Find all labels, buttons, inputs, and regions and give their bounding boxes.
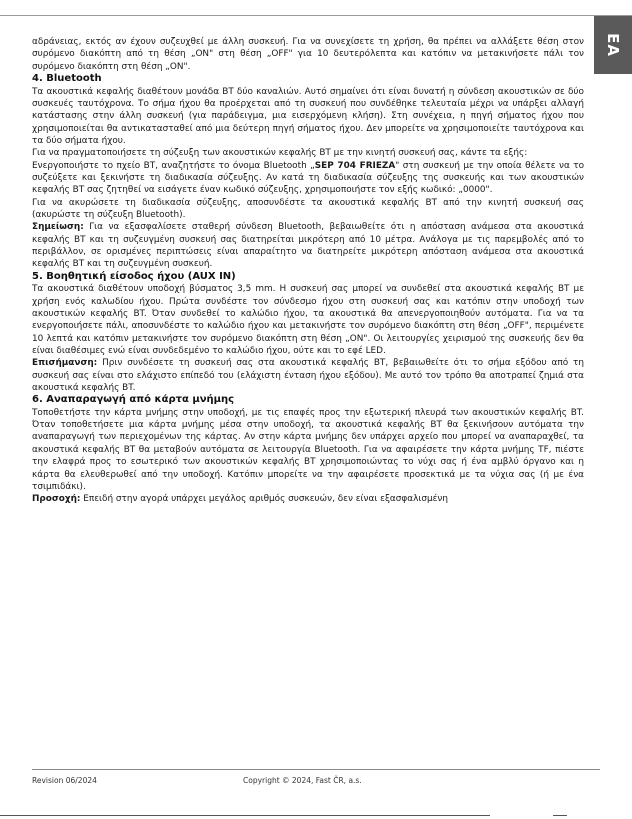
top-rule [0,15,632,16]
caution-paragraph [32,493,584,505]
bluetooth-note [32,221,584,270]
aux-paragraph-1: Τα ακουστικά διαθέτουν υποδοχή βύσματος 3,5 mm. Η συσκευή σας μπορεί να συνδεθεί στα ακουστικά κεφαλής BT με χρήση ενός καλωδίου ήχου. Πρώτα συνδέστε τον σύνδεσμο ήχου στη συσκευή σας και κατόπιν στην υποδοχή των ακουστικών κεφαλής BT. Όταν συνδεθεί το καλώδιο ήχου, τα ακουστικά θα απενεργοποιηθούν αυτόματα. Για να τα ενεργοποιήσετε πάλι, αποσυνδέστε το καλώδιο ήχου και μετακινήστε τον συρόμενο διακόπτη στη θέση „OFF", περιμένετε 10 λεπτά και κατόπιν μετακινήστε τον συρόμενο διακόπτη στη θέση „ON". Οι λειτουργίες χειρισμού της συσκευής δεν θα είναι διαθέσιμες ενώ είναι συνδεδεμένο το καλώδιο ήχου, ούτε και το εφέ LED. [32,284,584,356]
footer-rule [32,769,600,770]
bluetooth-paragraph-1: Τα ακουστικά κεφαλής διαθέτουν μονάδα BT δύο καναλιών. Αυτό σημαίνει ότι είναι δυνατή η σύνδεση ακουστικών σε δύο συσκευές ταυτόχρονα. Το σήμα ήχου θα προέρχεται από τη συσκευή που συνδέθηκε τελευταία μέχρι να υπάρξει αλλαγή κατάστασης στην άλλη συσκευή (για παράδειγμα, μια εισερχόμενη κλήση). Στη συνέχεια, η πηγή σήματος ήχου που χρησιμοποιείται θα αντικατασταθεί από μια δεύτερη πηγή σήματος ήχου. Δεν μπορείτε να χρησιμοποιείτε ταυτόχρονα και τα δύο σήματα ήχου. [32,86,584,146]
section-heading-bluetooth: 4. Bluetooth [32,73,102,85]
aux-note-label: Επισήμανση: [32,358,98,369]
section-heading-memory-card: 6. Αναπαραγωγή από κάρτα μνήμης [32,394,235,406]
device-name: SEP 704 FRIEZA [314,160,396,171]
aux-note [32,357,584,394]
pairing-text-start: Ενεργοποιήστε το πχείο BT, αναζητήστε το όνομα Bluetooth „ [32,160,315,171]
bottom-mark [553,815,567,816]
aux-note-text: Πριν συνδέσετε τη συσκευή σας στα ακουστικά κεφαλής BT, βεβαιωθείτε ότι το σήμα εξόδου από τη συσκευή σας είναι στο ελάχιστο επίπεδό του (ελάχιστη ένταση ήχου εξόδου). Με αυτό τον τρόπο θα αποτραπεί ζημιά στα ακουστικά κεφαλής BT. [32,358,584,393]
pairing-text-end: " στη συσκευή με την οποία θέλετε να το συζεύξετε και ξεκινήστε τη διαδικασία σύζευξης. Αν κατά τη διαδικασία σύζευξης της συσκευής και των ακουστικών κεφαλής BT σας ζητηθεί να εισάγετε έναν κωδικό σύζευξης, χρησιμοποιήστε τον εξής κωδικό: „0000". [32,160,584,196]
language-tab [594,16,632,74]
bluetooth-paragraph-4: Για να ακυρώσετε τη διαδικασία σύζευξης, αποσυνδέστε τα ακουστικά κεφαλής BT από την κινητή συσκευή σας (ακυρώστε τη σύζευξη Bluetooth). [32,197,584,220]
copyright-label: Copyright © 2024, Fast ČR, a.s. [243,776,362,785]
memory-card-paragraph-1: Τοποθετήστε την κάρτα μνήμης στην υποδοχή, με τις επαφές προς την εξωτερική πλευρά των ακουστικών κεφαλής BT. Όταν τοποθετήσετε μια κάρτα μνήμης μέσα στην υποδοχή, τα ακουστικά κεφαλής BT θα ξεκινήσουν αυτόματα την αναπαραγωγή των περιεχομένων της κάρτας. Αν στην κάρτα μνήμης δεν υπάρχει αρχείο που μπορεί να αναπαραχθεί, τα ακουστικά κεφαλής BT θα μεταβούν αυτόματα σε λειτουργία Bluetooth. Για να αφαιρέσετε την κάρτα μνήμης TF, πιέστε την ελαφρά προς το εσωτερικό των ακουστικών κεφαλής BT χρησιμοποιώντας το νύχι σας ή ένα αμβλύ όργανο και η κάρτα θα ελευθερωθεί από την υποδοχή. Κατόπιν μπορείτε να την αφαιρέσετε προσεκτικά με τα νύχια σας (ή με ένα τσιμπιδάκι). [32,407,584,492]
manual-content [32,36,584,506]
section-heading-aux-in: 5. Βοηθητική είσοδος ήχου (AUX IN) [32,270,236,282]
bluetooth-paragraph-3 [32,160,584,197]
language-tab-label: EA [603,33,622,57]
intro-paragraph: αδράνειας, εκτός αν έχουν συζευχθεί με άλλη συσκευή. Για να συνεχίσετε τη χρήση, θα πρέπει να αλλάξετε θέση στον συρόμενο διακόπτη από τη θέση „ON" στη θέση „OFF" για 10 δευτερόλεπτα και κατόπιν να μετακινήσετε πάλι τον συρόμενο διακόπτη στη θέση „ON". [32,37,584,72]
revision-label: Revision 06/2024 [32,776,97,785]
bottom-rule [0,815,490,816]
note-label: Σημείωση: [32,222,84,233]
note-text: Για να εξασφαλίσετε σταθερή σύνδεση Bluetooth, βεβαιωθείτε ότι η απόσταση ανάμεσα στα ακουστικά κεφαλής BT και τη συζευγμένη συσκευή σας διατηρείται μικρότερη από 10 μέτρα. Ανάλογα με τις παρεμβολές από το περιβάλλον, σε ορισμένες περιπτώσεις είναι απαραίτητο να διατηρείτε μικρότερη απόσταση ανάμεσα στα ακουστικά κεφαλής BT και τη συζευγμένη συσκευή. [32,222,584,270]
caution-text: Επειδή στην αγορά υπάρχει μεγάλος αριθμός συσκευών, δεν είναι εξασφαλισμένη [80,494,448,505]
bluetooth-paragraph-2: Για να πραγματοποιήσετε τη σύζευξη των ακουστικών κεφαλής BT με την κινητή συσκευή σας, κάντε τα εξής: [32,148,528,159]
caution-label: Προσοχή: [32,494,81,505]
